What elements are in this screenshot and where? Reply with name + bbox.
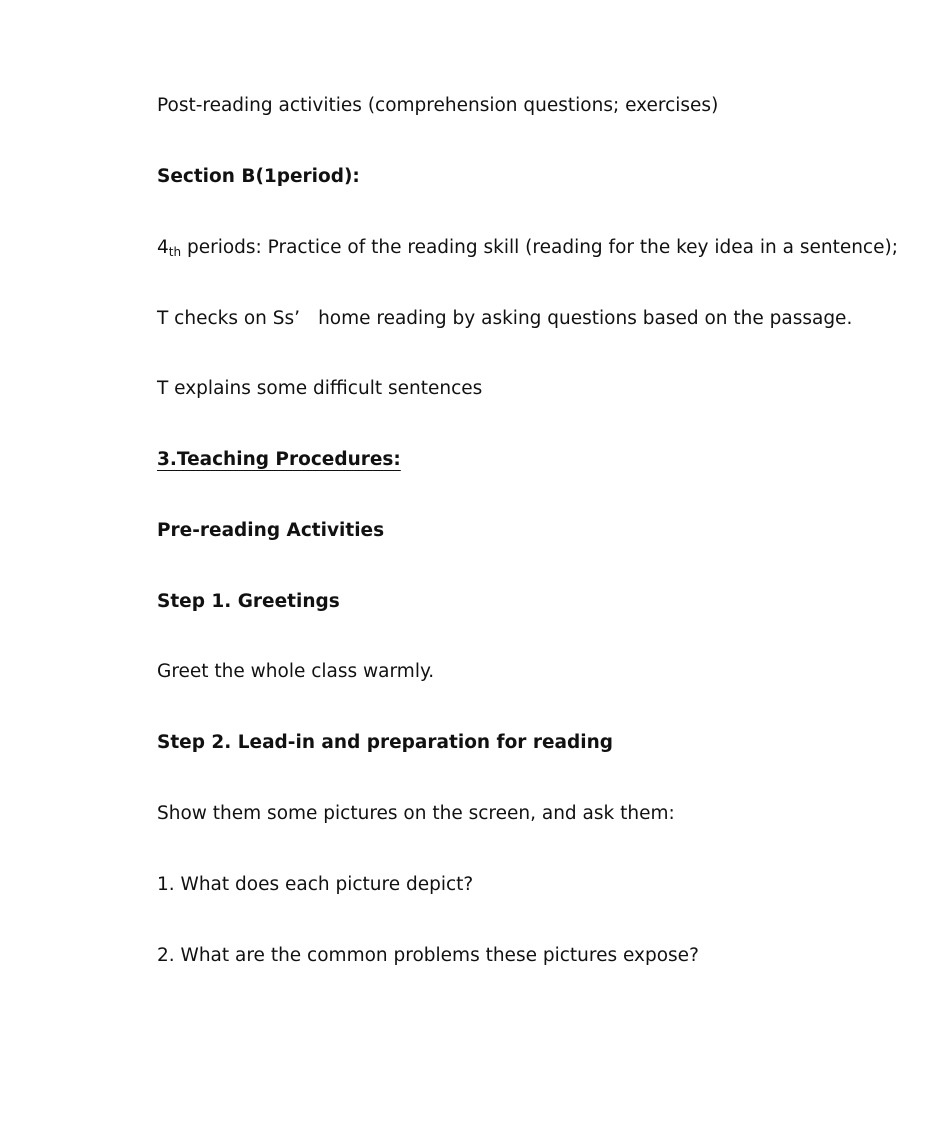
step1-heading: Step 1. Greetings	[157, 591, 340, 612]
section-b-heading: Section B(1period):	[157, 166, 360, 187]
post-reading-line: Post-reading activities (comprehension questions; exercises)	[157, 95, 719, 116]
t-checks-line	[157, 307, 852, 331]
periods-text: periods: Practice of the reading skill (reading for the key idea in a sentence);	[181, 237, 898, 258]
periods-number: 4	[157, 237, 169, 258]
question-1: 1. What does each picture depict?	[157, 874, 474, 895]
t-checks-text-a: T checks on Ss’	[157, 308, 301, 329]
teaching-procedures-heading: 3.Teaching Procedures:	[157, 449, 401, 470]
t-explains-line: T explains some difficult sentences	[157, 378, 483, 399]
periods-ordinal-suffix: th	[168, 245, 182, 259]
periods-line	[157, 236, 898, 264]
step2-heading: Step 2. Lead-in and preparation for reading	[157, 732, 613, 753]
t-checks-text-b: home reading by asking questions based on the passage.	[318, 308, 853, 329]
greet-line: Greet the whole class warmly.	[157, 661, 435, 682]
show-pictures-line: Show them some pictures on the screen, and ask them:	[157, 803, 675, 824]
pre-reading-heading: Pre-reading Activities	[157, 520, 385, 541]
question-2: 2. What are the common problems these pictures expose?	[157, 945, 699, 966]
